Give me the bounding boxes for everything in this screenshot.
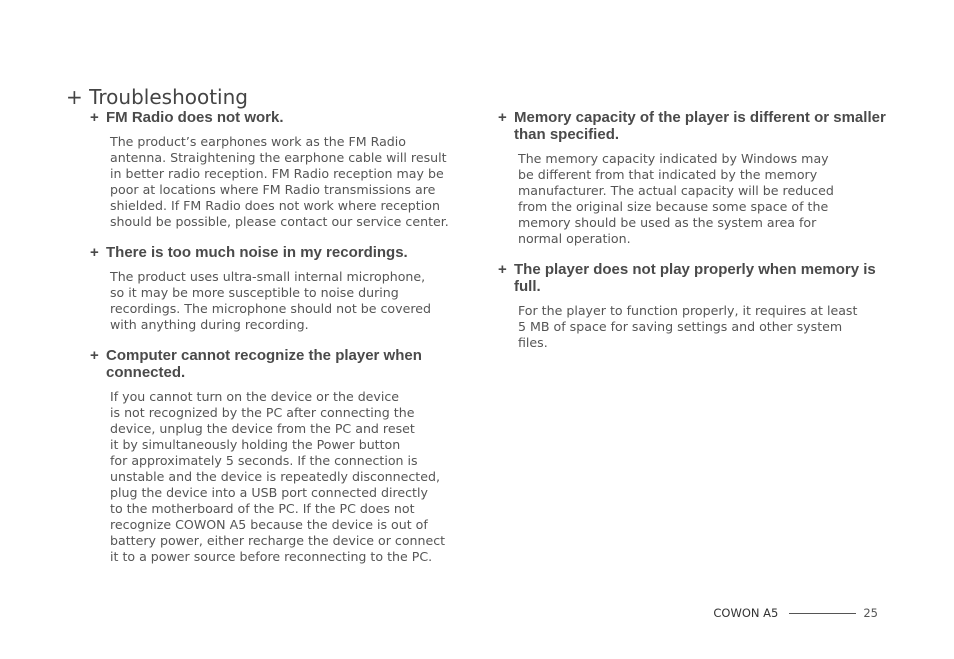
left-column: [90, 109, 480, 579]
answer-line: so it may be more susceptible to noise during: [110, 285, 399, 300]
answer-line: recordings. The microphone should not be covered: [110, 301, 431, 316]
answer-line: in better radio reception. FM Radio reception may be: [110, 166, 444, 181]
faq-question: [498, 109, 888, 143]
answer-line: normal operation.: [518, 231, 631, 246]
page-number: 25: [863, 606, 878, 620]
answer-line: plug the device into a USB port connected directly: [110, 485, 428, 500]
answer-line: is not recognized by the PC after connecting the: [110, 405, 415, 420]
plus-icon: +: [90, 347, 99, 364]
page-footer: [713, 606, 878, 620]
answer-line: If you cannot turn on the device or the device: [110, 389, 400, 404]
plus-icon: +: [498, 261, 507, 278]
answer-line: to the motherboard of the PC. If the PC does not: [110, 501, 415, 516]
answer-line: For the player to function properly, it requires at least: [518, 303, 858, 318]
answer-line: it by simultaneously holding the Power button: [110, 437, 401, 452]
faq-question: [90, 347, 480, 381]
answer-line: for approximately 5 seconds. If the connection is: [110, 453, 418, 468]
faq-memory-capacity: [498, 109, 888, 247]
faq-answer: [518, 303, 888, 351]
faq-question-text: Computer cannot recognize the player when connected.: [106, 347, 422, 381]
faq-fm-radio: [90, 109, 480, 230]
answer-line: The product’s earphones work as the FM Radio: [110, 134, 406, 149]
faq-recording-noise: [90, 244, 480, 333]
answer-line: poor at locations where FM Radio transmissions are: [110, 182, 436, 197]
answer-line: from the original size because some space of the: [518, 199, 829, 214]
faq-answer: [110, 389, 480, 565]
answer-line: should be possible, please contact our service center.: [110, 214, 449, 229]
plus-icon: +: [90, 109, 99, 126]
faq-question-text: The player does not play properly when memory is full.: [514, 261, 876, 295]
plus-icon: +: [498, 109, 507, 126]
answer-line: unstable and the device is repeatedly disconnected,: [110, 469, 440, 484]
page-title: + Troubleshooting: [66, 85, 248, 110]
answer-line: memory should be used as the system area for: [518, 215, 817, 230]
answer-line: be different from that indicated by the memory: [518, 167, 818, 182]
faq-question: [498, 261, 888, 295]
answer-line: shielded. If FM Radio does not work where reception: [110, 198, 440, 213]
faq-memory-full: [498, 261, 888, 351]
faq-question-text: FM Radio does not work.: [106, 109, 284, 126]
plus-icon: +: [90, 244, 99, 261]
answer-line: recognize COWON A5 because the device is out of: [110, 517, 428, 532]
answer-line: with anything during recording.: [110, 317, 309, 332]
footer-brand: COWON A5: [713, 606, 779, 620]
faq-question: [90, 109, 480, 126]
faq-not-recognized: [90, 347, 480, 565]
faq-answer: [110, 134, 480, 230]
faq-answer: [110, 269, 480, 333]
answer-line: manufacturer. The actual capacity will be reduced: [518, 183, 834, 198]
answer-line: it to a power source before reconnecting to the PC.: [110, 549, 433, 564]
faq-question: [90, 244, 480, 261]
faq-answer: [518, 151, 888, 247]
answer-line: device, unplug the device from the PC and reset: [110, 421, 415, 436]
answer-line: The product uses ultra-small internal microphone,: [110, 269, 426, 284]
answer-line: antenna. Straightening the earphone cable will result: [110, 150, 447, 165]
answer-line: battery power, either recharge the device or connect: [110, 533, 446, 548]
faq-question-text: There is too much noise in my recordings.: [106, 244, 408, 261]
faq-question-text: Memory capacity of the player is different or smaller than specified.: [514, 109, 886, 143]
right-column: [498, 109, 888, 365]
answer-line: 5 MB of space for saving settings and other system: [518, 319, 843, 334]
answer-line: files.: [518, 335, 548, 350]
footer-rule: [789, 613, 856, 614]
answer-line: The memory capacity indicated by Windows may: [518, 151, 829, 166]
